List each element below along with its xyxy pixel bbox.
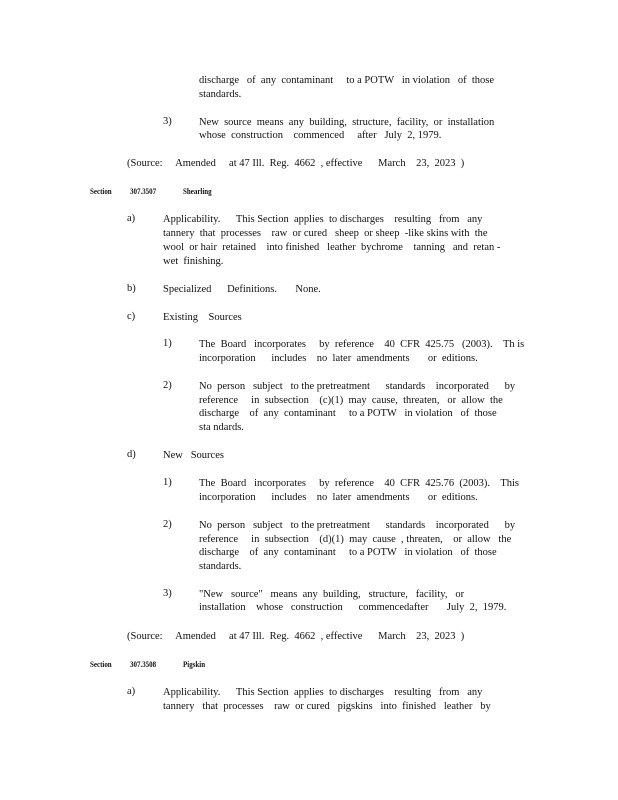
- paragraph-line: installation whose construction commencedafter July 2, 1979.: [199, 602, 507, 613]
- paragraph-line: sta ndards.: [199, 422, 244, 433]
- paragraph-line: Applicability. This Section applies to discharges resulting from any: [163, 687, 483, 698]
- paragraph-line: wet finishing.: [163, 256, 224, 267]
- section-label: Section: [90, 186, 112, 196]
- paragraph-line: tannery that processes raw or cured pigskins into finished leather by: [163, 701, 491, 712]
- section-label: Section: [90, 659, 112, 669]
- paragraph-line: Applicability. This Section applies to discharges resulting from any: [163, 214, 483, 225]
- paragraph-line: The Board incorporates by reference 40 CFR 425.76 (2003). This: [199, 478, 519, 489]
- paragraph-line: standards.: [199, 561, 242, 572]
- paragraph-line: reference in subsection (d)(1) may cause , threaten, or allow the: [199, 534, 512, 545]
- subheading: New Sources: [163, 450, 224, 461]
- subheading: Existing Sources: [163, 312, 242, 323]
- paragraph-line: whose construction commenced after July 2, 1979.: [199, 130, 442, 141]
- item-number: 2): [163, 519, 172, 530]
- section-number: 307.3507: [130, 186, 157, 196]
- item-letter: a): [127, 686, 136, 697]
- item-letter: b): [127, 283, 136, 294]
- section-title: Pigskin: [183, 659, 206, 669]
- paragraph-line: wool or hair retained into finished leather bychrome tanning and retan -: [163, 242, 501, 253]
- paragraph-line: New source means any building, structure, facility, or installation: [199, 117, 495, 128]
- paragraph-line: Specialized Definitions. None.: [163, 284, 321, 295]
- item-number: 1): [163, 477, 172, 488]
- paragraph-line: standards.: [199, 89, 242, 100]
- paragraph-line: discharge of any contaminant to a POTW in violation of those: [199, 408, 497, 419]
- item-number: 1): [163, 338, 172, 349]
- item-number: 3): [163, 116, 172, 127]
- item-letter: a): [127, 213, 136, 224]
- paragraph-line: reference in subsection (c)(1) may cause, threaten, or allow the: [199, 395, 503, 406]
- source-note: (Source: Amended at 47 Ill. Reg. 4662 , effective March 23, 2023 ): [127, 158, 465, 169]
- paragraph-line: The Board incorporates by reference 40 CFR 425.75 (2003). Th is: [199, 339, 525, 350]
- paragraph-line: tannery that processes raw or cured sheep or sheep -like skins with the: [163, 228, 488, 239]
- paragraph-line: "New source" means any building, structure, facility, or: [199, 589, 465, 600]
- item-number: 3): [163, 588, 172, 599]
- paragraph-line: incorporation includes no later amendments or editions.: [199, 492, 478, 503]
- paragraph-line: discharge of any contaminant to a POTW in violation of those: [199, 547, 497, 558]
- section-title: Shearling: [183, 186, 212, 196]
- paragraph-line: discharge of any contaminant to a POTW in violation of those: [199, 75, 495, 86]
- paragraph-line: incorporation includes no later amendments or editions.: [199, 353, 478, 364]
- paragraph-line: No person subject to the pretreatment standards incorporated by: [199, 381, 516, 392]
- source-note: (Source: Amended at 47 Ill. Reg. 4662 , effective March 23, 2023 ): [127, 631, 465, 642]
- section-number: 307.3508: [130, 659, 157, 669]
- item-letter: c): [127, 311, 136, 322]
- paragraph-line: No person subject to the pretreatment standards incorporated by: [199, 520, 516, 531]
- item-number: 2): [163, 380, 172, 391]
- item-letter: d): [127, 449, 136, 460]
